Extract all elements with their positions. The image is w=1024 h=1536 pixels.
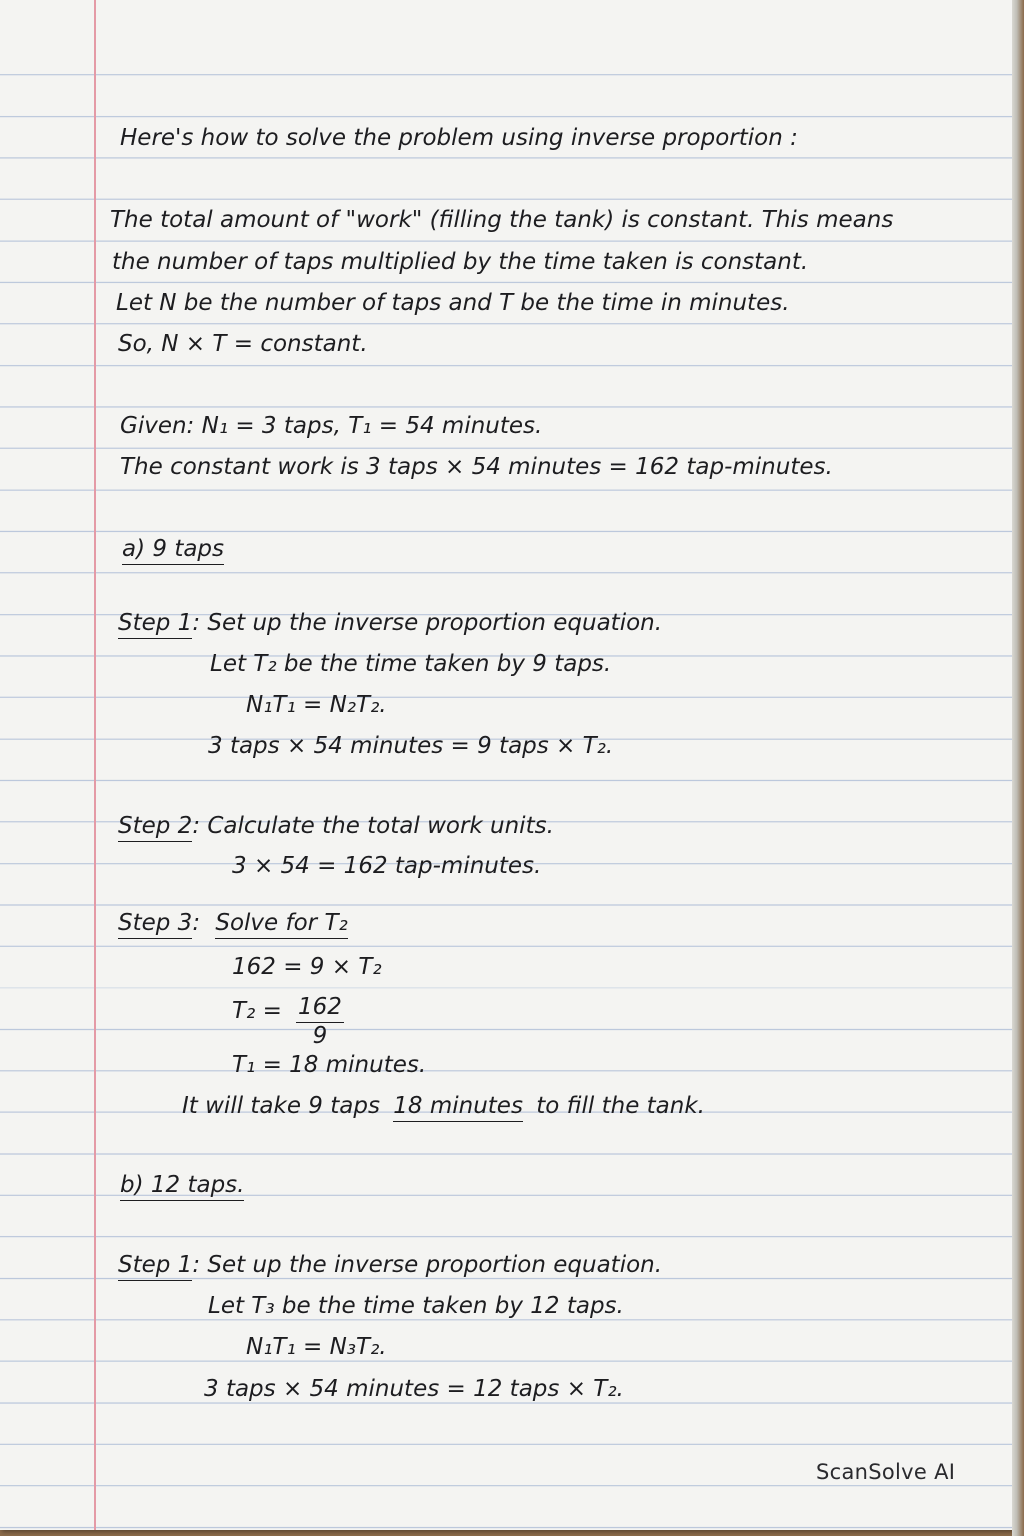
part-a-heading-text: a) 9 taps — [122, 536, 224, 565]
step-colon: : — [192, 910, 201, 936]
part-a-conclusion — [182, 1095, 705, 1118]
part-a-step3-line2: T₂ = — [232, 998, 282, 1024]
step-title: : Calculate the total work units. — [192, 813, 554, 839]
conclusion-answer: 18 minutes — [393, 1093, 523, 1122]
conclusion-pre: It will take 9 taps — [182, 1093, 380, 1119]
step-title: : Set up the inverse proportion equation. — [192, 610, 663, 636]
part-a-step1-line1: Let T₂ be the time taken by 9 taps. — [210, 651, 612, 677]
step-label: Step 2 — [118, 813, 192, 842]
step-label: Step 3 — [118, 910, 192, 939]
fraction-numerator: 162 — [296, 996, 344, 1023]
part-a-step2-line1: 3 × 54 = 162 tap-minutes. — [232, 853, 542, 879]
step-label: Step 1 — [118, 610, 192, 639]
step-title: Solve for T₂ — [215, 910, 347, 939]
part-a-step1-title — [118, 612, 662, 635]
part-a-step1-line2: N₁T₁ = N₂T₂. — [246, 692, 387, 718]
part-b-heading-text: b) 12 taps. — [120, 1172, 244, 1201]
part-a-step1-line3: 3 taps × 54 minutes = 9 taps × T₂. — [208, 733, 614, 759]
part-a-step3-line1: 162 = 9 × T₂ — [232, 954, 382, 980]
part-b-step1-line1: Let T₃ be the time taken by 12 taps. — [208, 1293, 624, 1319]
margin-line — [94, 0, 96, 1530]
scansolve-watermark: ScanSolve AI — [816, 1460, 956, 1484]
paper-stack-edge — [1012, 0, 1024, 1536]
part-b-heading — [120, 1174, 244, 1197]
part-b-step1-line2: N₁T₁ = N₃T₂. — [246, 1334, 387, 1360]
part-b-step1-line3: 3 taps × 54 minutes = 12 taps × T₂. — [204, 1376, 624, 1402]
step-label: Step 1 — [118, 1252, 192, 1281]
step-title: : Set up the inverse proportion equation. — [192, 1252, 663, 1278]
conclusion-post: to fill the tank. — [536, 1093, 705, 1119]
explanation-line-1: The total amount of "work" (filling the tank) is constant. This means — [110, 207, 894, 233]
part-a-step2-title — [118, 815, 554, 838]
given-line-1: Given: N₁ = 3 taps, T₁ = 54 minutes. — [120, 413, 543, 439]
intro-line: Here's how to solve the problem using inverse proportion : — [120, 125, 798, 151]
fraction-denominator: 9 — [312, 1023, 328, 1049]
part-a-step3-line3: T₁ = 18 minutes. — [232, 1052, 427, 1078]
given-line-2: The constant work is 3 taps × 54 minutes = 162 tap-minutes. — [120, 454, 833, 480]
explanation-line-4: So, N × T = constant. — [118, 331, 368, 357]
part-a-step3-title — [118, 912, 348, 935]
fraction-162-over-9 — [296, 996, 344, 1048]
part-a-heading — [122, 538, 224, 561]
explanation-line-2: the number of taps multiplied by the time taken is constant. — [112, 249, 809, 275]
explanation-line-3: Let N be the number of taps and T be the time in minutes. — [116, 290, 790, 316]
part-b-step1-title — [118, 1254, 662, 1277]
